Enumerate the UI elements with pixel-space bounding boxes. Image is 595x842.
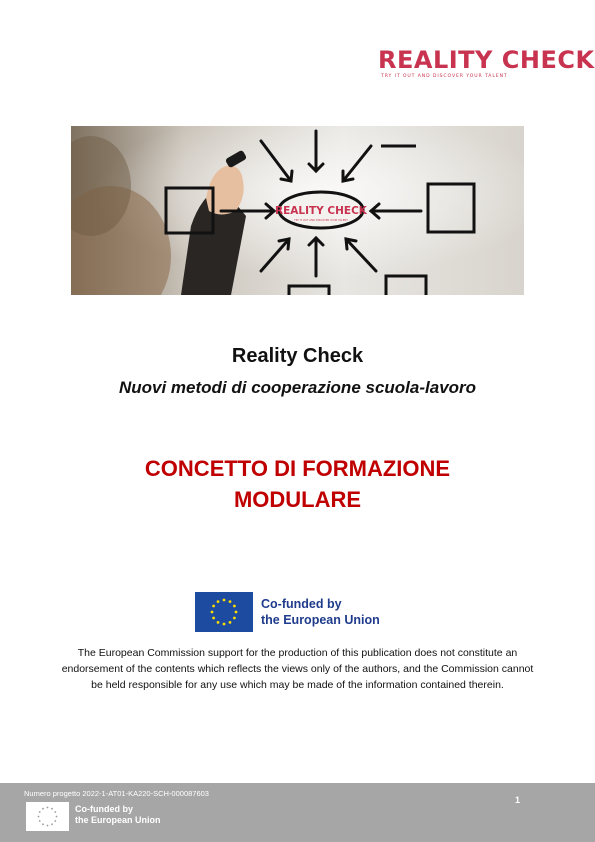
document-subtitle: Nuovi metodi di cooperazione scuola-lavoro — [118, 378, 477, 397]
eu-star — [235, 611, 238, 614]
eu-star — [229, 621, 232, 624]
footer-eu-flag-icon — [26, 802, 69, 831]
eu-cofunded-logo — [195, 592, 395, 632]
eu-star — [217, 621, 220, 624]
eu-star — [51, 823, 53, 825]
reality-check-logo — [378, 46, 595, 84]
eu-star — [38, 816, 40, 818]
eu-logo-line-2: the European Union — [261, 613, 380, 627]
eu-logo-text — [261, 596, 380, 628]
eu-flag-icon — [195, 592, 253, 632]
concept-heading — [0, 453, 595, 515]
disclaimer-text: The European Commission support for the production of this publication does not constitute an endorsement of the contents which reflects the views only of the authors, and the Commission cannot be held responsible for any use which may be made of the information contained therein. — [61, 647, 534, 691]
eu-star — [51, 808, 53, 810]
logo-tagline: TRY IT OUT AND DISCOVER YOUR TALENT — [381, 74, 508, 79]
hero-center-sublabel: TRY IT OUT AND DISCOVER YOUR TALENT — [294, 219, 348, 222]
document-title: Reality Check — [231, 345, 364, 367]
eu-star — [212, 617, 215, 620]
eu-star — [39, 811, 41, 813]
eu-star — [223, 599, 226, 602]
eu-star — [42, 823, 44, 825]
eu-star — [56, 816, 58, 818]
eu-star — [211, 611, 214, 614]
eu-star — [223, 623, 226, 626]
footer-eu-line-2: the European Union — [75, 815, 161, 825]
hero-illustration — [71, 126, 524, 295]
logo-title: REALITY CHECK — [378, 46, 595, 74]
page-number: 1 — [515, 795, 521, 805]
project-number: Numero progetto 2022-1-AT01-KA220-SCH-000087603 — [24, 789, 209, 798]
eu-star — [47, 825, 49, 827]
eu-star — [47, 807, 49, 809]
footer-eu-text — [75, 804, 161, 826]
eu-star — [233, 605, 236, 608]
eu-star — [212, 605, 215, 608]
page-footer — [0, 783, 595, 842]
concept-line-2: MODULARE — [233, 487, 362, 512]
hero-image — [71, 126, 524, 295]
eu-star — [217, 600, 220, 603]
eu-star — [229, 600, 232, 603]
eu-star — [39, 820, 41, 822]
eu-star — [54, 820, 56, 822]
eu-star — [42, 808, 44, 810]
eu-logo-line-1: Co-funded by — [261, 597, 342, 611]
eu-star — [233, 617, 236, 620]
eu-star — [54, 811, 56, 813]
footer-eu-line-1: Co-funded by — [75, 804, 133, 814]
concept-line-1: CONCETTO DI FORMAZIONE — [144, 456, 451, 481]
hero-center-label: REALITY CHECK — [275, 205, 367, 217]
